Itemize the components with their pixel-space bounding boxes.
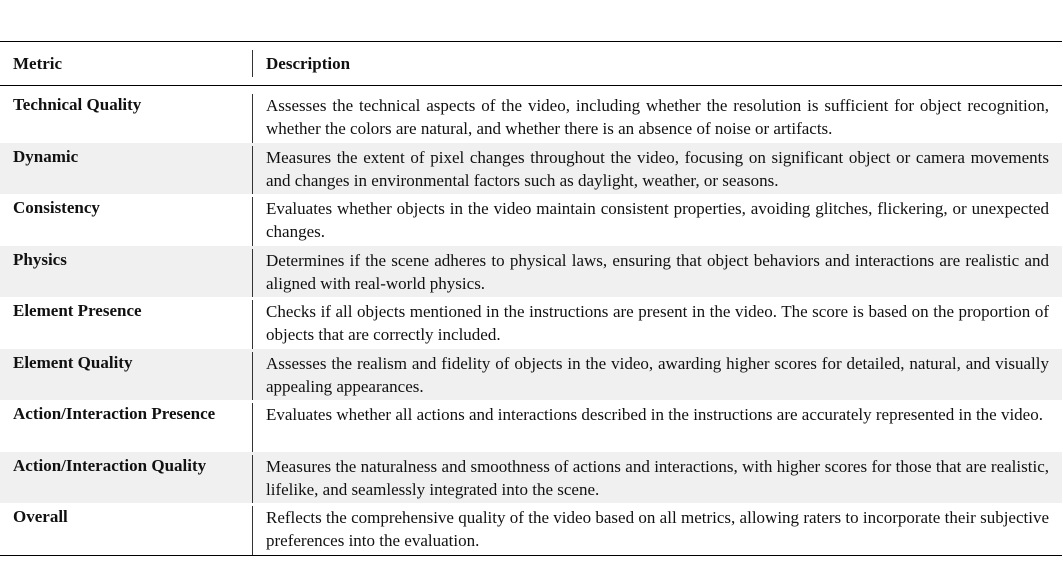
table-row bbox=[0, 246, 1062, 298]
metric-description: Assesses the realism and fidelity of objects in the video, awarding higher scores for detailed, natural, and visually appealing appearances. bbox=[266, 353, 1049, 396]
metric-description: Reflects the comprehensive quality of the video based on all metrics, allowing raters to incorporate their subjective preferences into the evaluation. bbox=[266, 508, 1049, 550]
metric-name: Action/Interaction Presence bbox=[0, 403, 253, 452]
metric-description: Evaluates whether all actions and interactions described in the instructions are accurately represented in the video. bbox=[266, 405, 1043, 424]
table-row bbox=[0, 143, 1062, 195]
metric-name: Action/Interaction Quality bbox=[0, 455, 253, 504]
metric-name: Physics bbox=[0, 249, 253, 298]
table-header-row bbox=[0, 42, 1062, 85]
metric-description: Measures the extent of pixel changes throughout the video, focusing on significant object or camera movements and changes in environmental factors such as daylight, weather, or seasons. bbox=[266, 147, 1049, 190]
table-body bbox=[0, 86, 1062, 555]
header-metric: Metric bbox=[0, 50, 253, 77]
table-bottom-rule bbox=[0, 555, 1062, 556]
table-row bbox=[0, 91, 1062, 143]
table-row bbox=[0, 503, 1062, 555]
table-row bbox=[0, 400, 1062, 452]
table-row bbox=[0, 194, 1062, 246]
metric-description: Determines if the scene adheres to physical laws, ensuring that object behaviors and interactions are realistic and aligned with real-world physics. bbox=[266, 250, 1049, 293]
table-row bbox=[0, 349, 1062, 401]
header-description: Description bbox=[266, 54, 351, 73]
metric-name: Element Quality bbox=[0, 352, 253, 401]
metric-name: Element Presence bbox=[0, 300, 253, 349]
metric-name: Dynamic bbox=[0, 146, 253, 195]
metric-description: Checks if all objects mentioned in the instructions are present in the video. The score is based on the proportion of objects that are correctly included. bbox=[266, 302, 1049, 344]
table-row bbox=[0, 297, 1062, 349]
metric-name: Consistency bbox=[0, 197, 253, 246]
metric-description: Measures the naturalness and smoothness of actions and interactions, with higher scores for those that are realistic, lifelike, and seamlessly integrated into the scene. bbox=[266, 456, 1049, 499]
metric-description: Assesses the technical aspects of the video, including whether the resolution is sufficient for object recognition, whether the colors are natural, and whether there is an absence of noise or artifacts. bbox=[266, 96, 1049, 138]
metrics-table bbox=[0, 41, 1062, 556]
metric-description: Evaluates whether objects in the video maintain consistent properties, avoiding glitches, flickering, or unexpected changes. bbox=[266, 199, 1049, 241]
table-row bbox=[0, 452, 1062, 504]
metric-name: Technical Quality bbox=[0, 94, 253, 143]
metric-name: Overall bbox=[0, 506, 253, 555]
